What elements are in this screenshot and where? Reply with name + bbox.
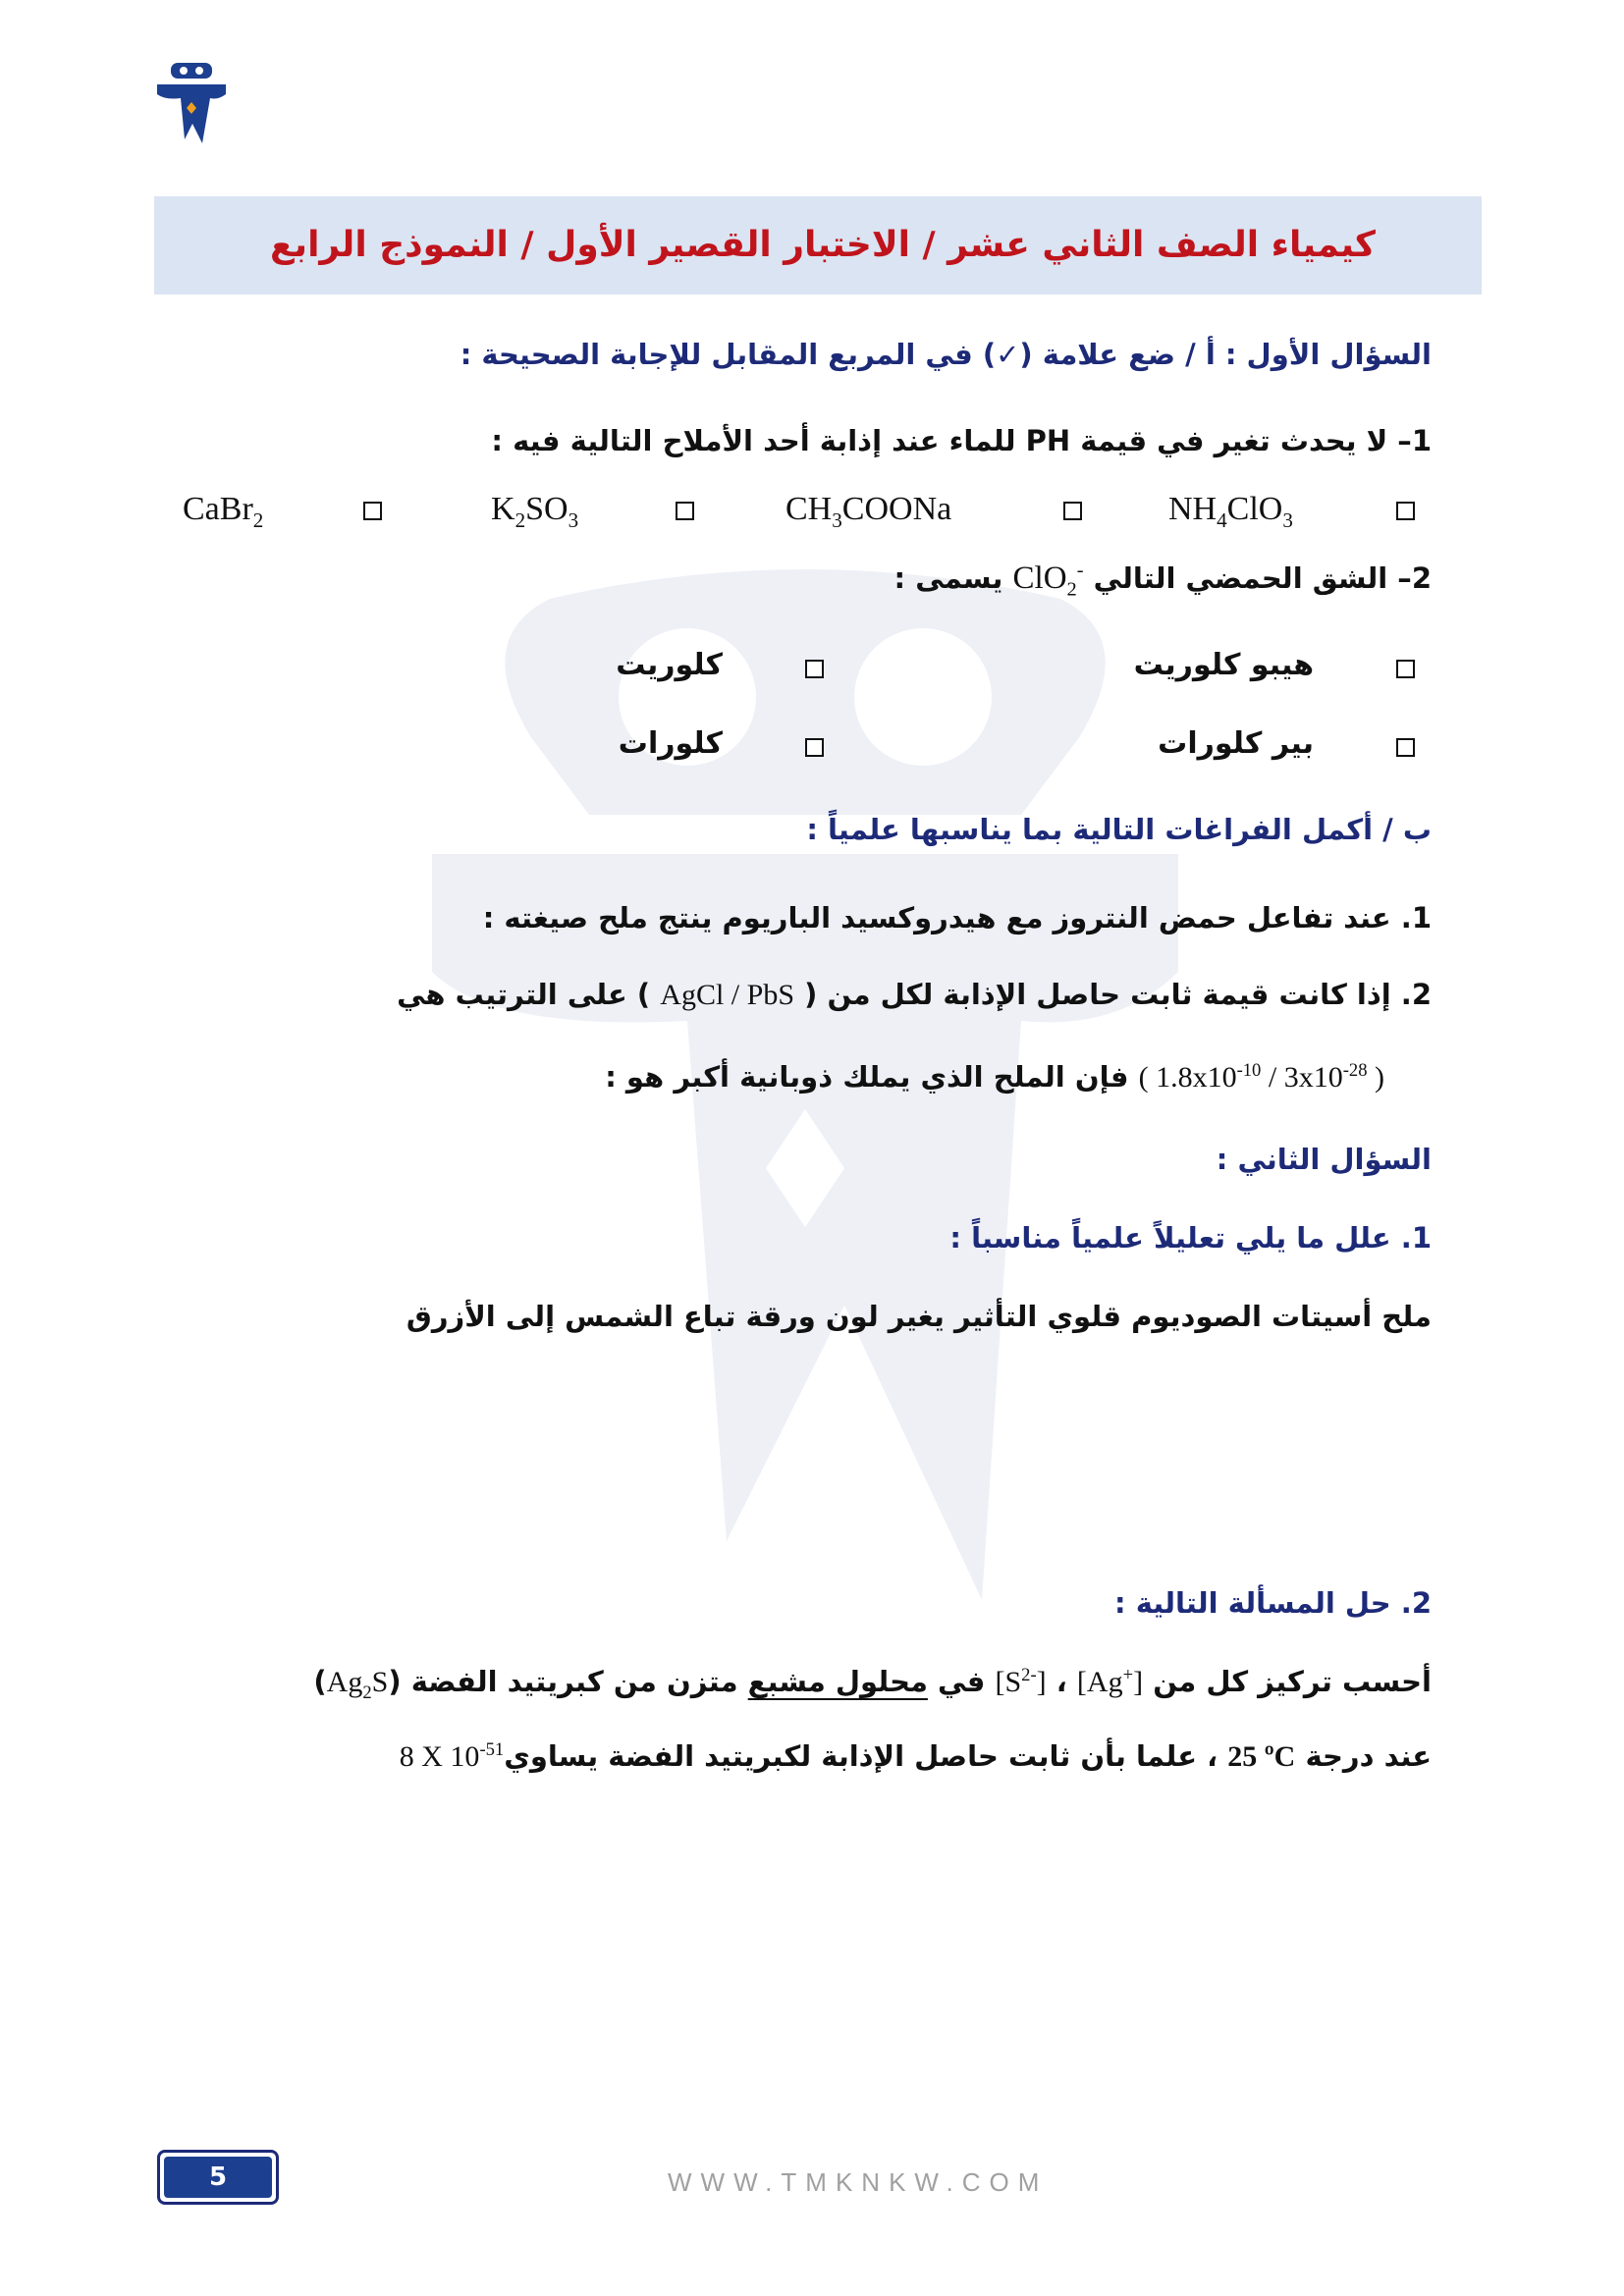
- brand-logo-icon: [157, 61, 226, 149]
- page-number: 5: [164, 2157, 272, 2198]
- part-b-item2-line1: 2. إذا كانت قيمة ثابت حاصل الإذابة لكل من ( AgCl / PbS ) على الترتيب هي: [397, 978, 1432, 1011]
- q2-item2-heading: 2. حل المسألة التالية :: [1114, 1586, 1432, 1620]
- option-a-checkbox[interactable]: [1396, 502, 1415, 524]
- part-b-heading: ب / أكمل الفراغات التالية بما يناسبها علمياً :: [806, 813, 1432, 846]
- option-chlorite-label: كلوريت: [616, 648, 723, 682]
- website-url[interactable]: WWW.TMKNKW.COM: [668, 2167, 1049, 2197]
- option-d-label: CaBr$_2$: [183, 491, 264, 532]
- option-c-label: $K_2SO_3$: [491, 491, 579, 532]
- option-b-label: $CH_3COONa$: [785, 491, 952, 532]
- option-c-checkbox[interactable]: [676, 502, 694, 524]
- page-number-badge: [157, 2150, 279, 2205]
- option-d-checkbox[interactable]: [363, 502, 382, 524]
- problem-line1: أحسب تركيز كل من [Ag+] ، $[S^{2-}]$ في محلول مشبع متزن من كبريتيد الفضة $(Ag_2S)$: [313, 1665, 1432, 1703]
- option-chlorate-checkbox[interactable]: [805, 738, 824, 761]
- option-hypochlorite-label: هيبو كلوريت: [1133, 648, 1314, 682]
- option-chlorite-checkbox[interactable]: [805, 660, 824, 682]
- part-b-item1: 1. عند تفاعل حمض النتروز مع هيدروكسيد الباريوم ينتج ملح صيغته :: [482, 901, 1432, 934]
- option-a-label: $NH_4ClO_3$: [1168, 491, 1293, 532]
- option-hypochlorite-checkbox[interactable]: [1396, 660, 1415, 682]
- q2-item1-heading: 1. علل ما يلي تعليلاً علمياً مناسباً :: [949, 1221, 1432, 1255]
- option-perchlorate-checkbox[interactable]: [1396, 738, 1415, 761]
- option-perchlorate-label: بير كلورات: [1158, 726, 1314, 761]
- problem-line2: عند درجة 25 ºC ، علما بأن ثابت حاصل الإذابة لكبريتيد الفضة يساوي8 X $10^{-51}$: [399, 1739, 1432, 1773]
- option-b-checkbox[interactable]: [1063, 502, 1082, 524]
- question-two-heading: السؤال الثاني :: [1216, 1143, 1432, 1176]
- title-band: [154, 196, 1482, 294]
- part-b-item2-line2: ( $1.8x10^{-10} / 3x10^{-28}$ ) فإن الملح الذي يملك ذوبانية أكبر هو :: [605, 1060, 1384, 1094]
- page-title: كيمياء الصف الثاني عشر / الاختبار القصير الأول / النموذج الرابع: [269, 225, 1376, 265]
- question-one-heading: السؤال الأول : أ / ضع علامة (✓) في المربع المقابل للإجابة الصحيحة :: [460, 338, 1432, 371]
- option-chlorate-label: كلورات: [618, 726, 723, 761]
- q1-item2-text: 2– الشق الحمضي التالي ClO$_2$- يسمى :: [893, 560, 1432, 601]
- q1-item1-text: 1– لا يحدث تغير في قيمة PH للماء عند إذابة أحد الأملاح التالية فيه :: [491, 424, 1432, 457]
- q2-item1-text: ملح أسيتات الصوديوم قلوي التأثير يغير لون ورقة تباع الشمس إلى الأزرق: [406, 1300, 1432, 1333]
